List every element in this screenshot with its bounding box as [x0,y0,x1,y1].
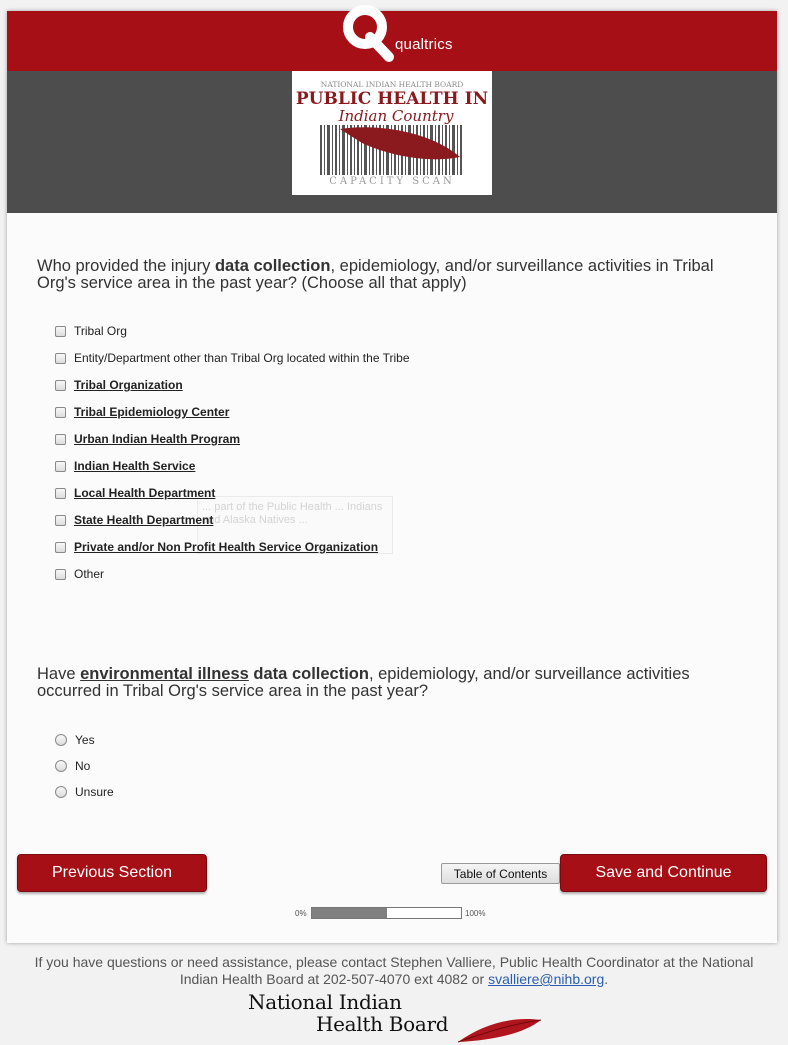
nihb-footer-logo [248,990,548,1045]
q1-option-indian-health-service[interactable]: Indian Health Service [55,457,195,475]
checkbox[interactable] [55,488,66,499]
question-1-text: Who provided the injury data collection, epidemiology, and/or surveillance activities in Tribal Org's service area in the past year? (Choose all that apply) [37,257,714,292]
logo-title: PUBLIC HEALTH IN [295,89,489,109]
table-of-contents-button[interactable]: Table of Contents [441,863,560,884]
q2-option-unsure[interactable]: Unsure [55,783,114,801]
logo-bottom-line: CAPACITY SCAN [329,176,455,187]
checkbox[interactable] [55,326,66,337]
q1-option-tribal-organization[interactable]: Tribal Organization [55,376,183,394]
org-name-line-2: Health Board [316,1012,449,1036]
faded-tooltip: ... part of the Public Health ... Indians and Alaska Natives ... [197,496,393,554]
q1-option-private-nonprofit[interactable]: Private and/or Non Profit Health Service Organization [55,538,378,556]
checkbox[interactable] [55,569,66,580]
radio[interactable] [55,786,67,798]
checkbox[interactable] [55,434,66,445]
radio[interactable] [55,734,67,746]
header-bar [7,11,777,71]
survey-logo [292,71,492,195]
save-and-continue-button[interactable]: Save and Continue [560,854,767,892]
logo-script: Indian Country [338,107,454,125]
feather-icon [453,1014,548,1044]
survey-card [7,11,777,943]
checkbox[interactable] [55,515,66,526]
logo-top-line: NATIONAL INDIAN HEALTH BOARD [320,80,464,89]
q1-option-urban-indian-health-program[interactable]: Urban Indian Health Program [55,430,240,448]
checkbox[interactable] [55,461,66,472]
org-name-line-1: National Indian [248,990,402,1014]
brand-text: qualtrics [395,36,453,53]
checkbox[interactable] [55,542,66,553]
footer-contact: If you have questions or need assistance, please contact Stephen Valliere, Public Health Coordinator at the National Indian Health Board at 202-507-4070 ext 4082 or svalliere@nihb.org. [34,954,754,987]
qualtrics-q-icon [337,3,399,65]
q1-option-tribal-org[interactable]: Tribal Org [55,322,127,340]
checkbox[interactable] [55,407,66,418]
q1-option-entity-department[interactable]: Entity/Department other than Tribal Org located within the Tribe [55,349,410,367]
checkbox[interactable] [55,353,66,364]
q2-option-no[interactable]: No [55,757,90,775]
checkbox[interactable] [55,380,66,391]
banner [7,71,777,213]
q1-option-local-health-department[interactable]: Local Health Department [55,484,215,502]
progress-fill [312,908,387,918]
contact-email-link[interactable]: svalliere@nihb.org [488,971,605,987]
progress-min-label: 0% [295,909,307,918]
progress-bar [311,907,462,919]
q1-option-state-health-department[interactable]: State Health Department [55,511,213,529]
previous-section-button[interactable]: Previous Section [17,854,207,892]
q1-option-other[interactable]: Other [55,565,104,583]
question-2-text: Have environmental illness data collection, epidemiology, and/or surveillance activities occurred in Tribal Org's service area in the past year? [37,665,690,700]
progress-max-label: 100% [465,909,486,918]
radio[interactable] [55,760,67,772]
q1-option-tribal-epidemiology-center[interactable]: Tribal Epidemiology Center [55,403,229,421]
q2-option-yes[interactable]: Yes [55,731,95,749]
